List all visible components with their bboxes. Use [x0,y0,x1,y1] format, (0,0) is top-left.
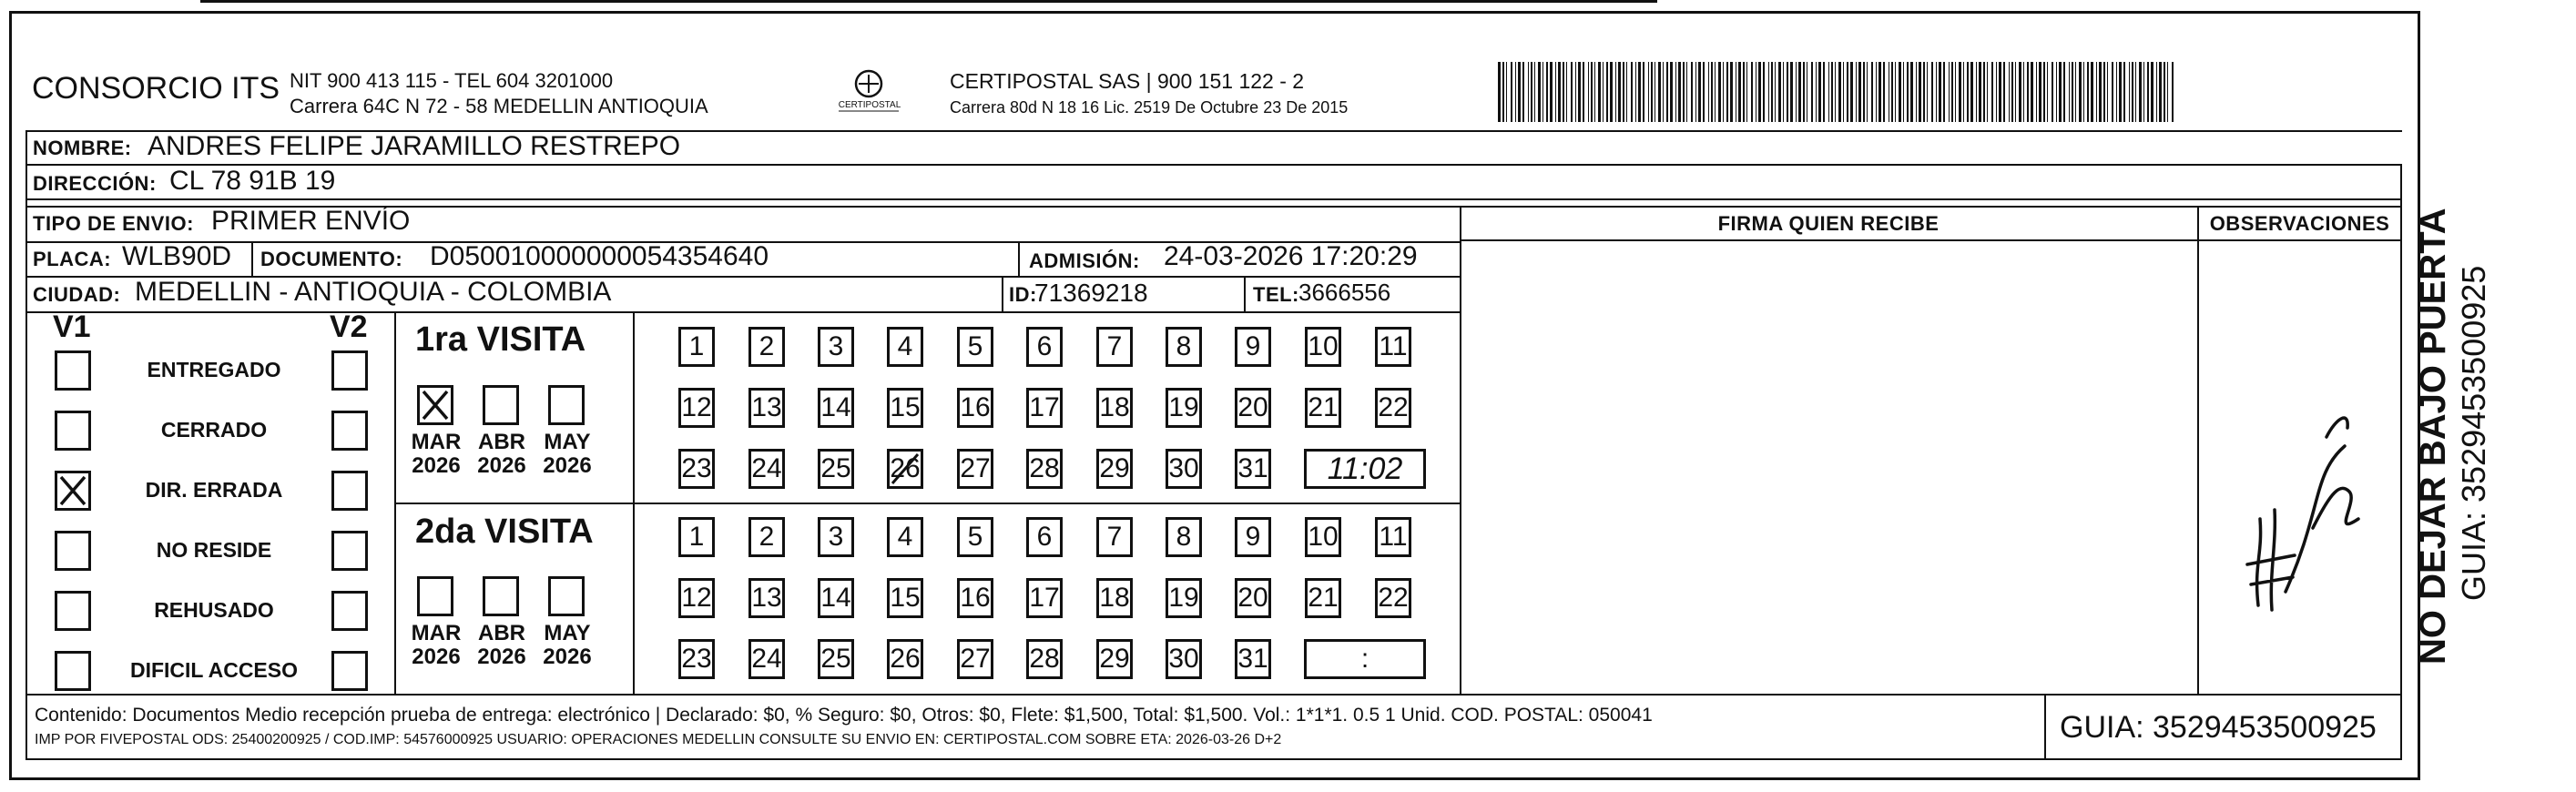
month-year: 2026 [543,453,592,478]
firma-label: FIRMA QUIEN RECIBE [1717,212,1940,235]
day-number: 21 [1308,392,1339,422]
day-box[interactable] [1026,578,1063,618]
grid-line [25,198,2402,200]
cross-mark-icon [420,388,451,422]
day-number: 14 [820,392,851,422]
day-box[interactable] [1235,449,1271,489]
day-box[interactable] [678,327,715,367]
month-year: 2026 [477,645,526,669]
day-number: 19 [1168,392,1199,422]
day-number: 3 [828,331,844,361]
day-box[interactable] [748,578,785,618]
day-number: 25 [820,453,851,483]
day-number: 15 [890,392,921,422]
day-number: 17 [1029,392,1060,422]
day-box[interactable] [1235,639,1271,679]
footer-contenido: Contenido: Documentos Medio recepción prueba de entrega: electrónico | Declarado: $0, % Seguro: $0, Otros: $0, Flete: $1,500, Total: $1,500. Vol.: 1*1*1. 0.5 1 Unid. COD. POSTAL: 050041 [35,705,1653,726]
day-box[interactable] [1166,388,1202,428]
id-value: 71369218 [1034,279,1148,307]
day-number: 7 [1106,331,1123,361]
day-box[interactable] [818,517,854,557]
no-dejar-bajo-puerta: NO DEJAR BAJO PUERTA [2413,208,2453,665]
day-number: 23 [681,453,712,483]
month-label [404,431,468,478]
month-checkbox[interactable] [417,576,453,616]
day-number: 22 [1378,583,1409,613]
day-box[interactable] [1166,639,1202,679]
day-number: 11 [1379,522,1408,552]
day-box[interactable] [1026,327,1063,367]
month-name: ABR [478,621,525,645]
day-box[interactable] [748,449,785,489]
day-number: 17 [1029,583,1060,613]
day-box[interactable] [678,388,715,428]
day-box[interactable] [1166,517,1202,557]
day-number: 1 [688,331,705,361]
grid-line [251,241,253,276]
observaciones-label: OBSERVACIONES [2209,212,2390,235]
month-label [535,622,599,669]
day-number: 21 [1308,583,1339,613]
day-box[interactable] [678,517,715,557]
month-label [404,622,468,669]
day-box[interactable] [957,449,993,489]
placa-value: WLB90D [122,241,232,271]
company-name: CONSORCIO ITS [32,71,280,106]
month-year: 2026 [543,645,592,669]
tipo-envio-value: PRIMER ENVÍO [211,206,411,236]
v2-checkbox[interactable] [331,651,368,691]
day-number: 14 [820,583,851,613]
day-box[interactable] [818,327,854,367]
day-number: 23 [681,644,712,674]
day-box[interactable] [1026,639,1063,679]
day-box[interactable] [1235,578,1271,618]
day-box[interactable] [748,517,785,557]
tel-label: TEL: [1253,283,1299,306]
reason-label: NO RESIDE [156,538,272,562]
day-number: 15 [890,583,921,613]
day-number: 28 [1029,644,1060,674]
day-box[interactable] [1096,388,1133,428]
day-number: 16 [960,392,991,422]
v2-checkbox[interactable] [331,471,368,511]
ciudad-label: CIUDAD: [33,283,121,306]
day-number: 13 [751,583,782,613]
v2-checkbox[interactable] [331,411,368,451]
day-number: 24 [751,644,782,674]
day-number: 12 [681,583,712,613]
visit2-time-box[interactable]: : [1304,639,1426,679]
day-box[interactable] [887,449,923,489]
day-number: 10 [1308,331,1339,361]
day-box[interactable] [1026,388,1063,428]
grid-line [1460,206,1461,694]
day-box[interactable] [1026,517,1063,557]
observation-signature [2222,382,2386,628]
day-box[interactable] [818,639,854,679]
admision-value: 24-03-2026 17:20:29 [1164,241,1418,271]
barcode-image [1498,62,2181,122]
cross-mark-icon [57,473,88,508]
tel-value: 3666556 [1298,279,1391,306]
reason-label: DIR. ERRADA [145,478,283,502]
cross-mark-icon [890,452,921,486]
day-number: 30 [1168,453,1199,483]
day-number: 26 [890,453,921,483]
day-box[interactable] [1096,327,1133,367]
day-box[interactable] [1375,327,1411,367]
day-number: 29 [1099,453,1130,483]
company-line-2: Carrera 64C N 72 - 58 MEDELLIN ANTIOQUIA [290,95,708,117]
grid-line [2400,164,2402,758]
logo-text: CERTIPOSTAL [838,100,901,110]
month-checkbox[interactable] [548,385,585,425]
v1-checkbox[interactable] [55,350,91,391]
visit2-title: 2da VISITA [415,513,594,551]
day-box[interactable] [1026,449,1063,489]
day-box[interactable] [887,388,923,428]
admision-label: ADMISIÓN: [1029,249,1140,272]
day-number: 20 [1237,583,1268,613]
day-box[interactable] [1235,388,1271,428]
direccion-value: CL 78 91B 19 [169,166,336,196]
day-number: 2 [759,522,775,552]
grid-line [25,130,27,758]
month-checkbox[interactable] [548,576,585,616]
day-box[interactable] [957,388,993,428]
grid-line [394,503,1460,504]
day-number: 20 [1237,392,1268,422]
day-box[interactable] [1375,578,1411,618]
day-box[interactable] [818,388,854,428]
v1-header: V1 [53,310,91,344]
day-number: 8 [1176,331,1192,361]
top-rule [200,0,1657,3]
day-box[interactable] [887,327,923,367]
v1-checkbox[interactable] [55,411,91,451]
v1-checkbox[interactable] [55,531,91,571]
day-box[interactable] [1305,517,1341,557]
day-box[interactable] [957,517,993,557]
day-box[interactable] [678,449,715,489]
guide-frame [9,11,2420,780]
day-box[interactable] [678,639,715,679]
barcode [1498,62,2181,122]
grid-line [1002,276,1003,311]
day-number: 6 [1036,331,1053,361]
month-checkbox[interactable] [483,385,519,425]
day-number: 8 [1176,522,1192,552]
day-box[interactable] [1096,449,1133,489]
handwritten-signature [2222,382,2386,628]
day-number: 7 [1106,522,1123,552]
day-number: 22 [1378,392,1409,422]
nombre-label: NOMBRE: [33,137,132,159]
day-number: 31 [1237,453,1268,483]
day-box[interactable] [1375,388,1411,428]
day-number: 5 [967,522,983,552]
reason-label: CERRADO [160,418,268,442]
day-number: 30 [1168,644,1199,674]
visit1-title: 1ra VISITA [415,320,586,359]
day-box[interactable] [1166,449,1202,489]
day-number: 18 [1099,392,1130,422]
day-number: 6 [1036,522,1053,552]
certipostal-logo-icon [833,67,904,124]
nombre-value: ANDRES FELIPE JARAMILLO RESTREPO [148,131,681,161]
day-number: 31 [1237,644,1268,674]
month-label [535,431,599,478]
day-number: 12 [681,392,712,422]
id-label: ID: [1009,283,1037,306]
v1-checkbox[interactable] [55,591,91,631]
guia-vertical: GUIA: 3529453500925 [2455,265,2492,601]
day-box[interactable] [748,388,785,428]
day-box[interactable] [748,327,785,367]
day-number: 4 [897,522,913,552]
reason-label: REHUSADO [154,598,274,622]
grid-line [1460,239,2402,241]
day-number: 5 [967,331,983,361]
day-box[interactable] [1096,639,1133,679]
grid-line [1018,241,1020,276]
month-label [470,622,534,669]
day-box[interactable] [1375,517,1411,557]
day-number: 27 [960,453,991,483]
company-line-1: NIT 900 413 115 - TEL 604 3201000 [290,69,614,92]
day-box[interactable] [957,327,993,367]
grid-line [1244,276,1246,311]
day-number: 27 [960,644,991,674]
month-checkbox[interactable] [417,385,453,425]
v2-header: V2 [330,310,368,344]
month-year: 2026 [412,645,461,669]
day-number: 25 [820,644,851,674]
footer-guia: GUIA: 3529453500925 [2060,710,2377,745]
day-number: 1 [688,522,705,552]
day-box[interactable] [1305,388,1341,428]
day-number: 26 [890,644,921,674]
grid-line [25,164,2402,166]
day-number: 4 [897,331,913,361]
day-number: 9 [1245,522,1261,552]
placa-label: PLACA: [33,248,112,270]
day-box[interactable] [748,639,785,679]
day-box[interactable] [1166,578,1202,618]
v1-checkbox[interactable] [55,651,91,691]
grid-line [2197,206,2199,694]
footer-imp: IMP POR FIVEPOSTAL ODS: 25400200925 / COD.IMP: 54576000925 USUARIO: OPERACIONES MEDELLIN CONSULTE SU ENVIO EN: CERTIPOSTAL.COM SOBRE ETA: 2026-03-26 D+2 [35,732,1282,747]
day-number: 9 [1245,331,1261,361]
day-box[interactable] [1096,517,1133,557]
day-box[interactable] [957,578,993,618]
day-number: 18 [1099,583,1130,613]
day-number: 2 [759,331,775,361]
day-box[interactable] [1235,517,1271,557]
v1-checkbox[interactable] [55,471,91,511]
carrier-line-2: Carrera 80d N 18 16 Lic. 2519 De Octubre 23 De 2015 [950,98,1349,117]
carrier-line-1: CERTIPOSTAL SAS | 900 151 122 - 2 [950,69,1305,93]
v2-checkbox[interactable] [331,350,368,391]
day-number: 11 [1379,331,1408,361]
day-number: 24 [751,453,782,483]
day-box[interactable] [887,517,923,557]
month-name: MAY [544,430,591,454]
grid-line [25,758,2402,760]
month-name: MAR [411,621,462,645]
month-label [470,431,534,478]
day-box[interactable] [1166,327,1202,367]
day-number: 28 [1029,453,1060,483]
grid-line [25,311,1460,313]
reason-label: DIFICIL ACCESO [129,658,298,682]
day-number: 19 [1168,583,1199,613]
day-box[interactable] [1305,327,1341,367]
day-box[interactable] [678,578,715,618]
month-name: MAR [411,430,462,454]
documento-label: DOCUMENTO: [260,248,403,270]
month-checkbox[interactable] [483,576,519,616]
reason-label: ENTREGADO [147,358,281,381]
v2-checkbox[interactable] [331,531,368,571]
ciudad-value: MEDELLIN - ANTIOQUIA - COLOMBIA [135,277,612,307]
day-number: 29 [1099,644,1130,674]
v2-checkbox[interactable] [331,591,368,631]
month-year: 2026 [477,453,526,478]
day-box[interactable] [818,449,854,489]
day-box[interactable] [957,639,993,679]
documento-value: D050010000000054354640 [430,241,769,271]
day-number: 16 [960,583,991,613]
month-name: ABR [478,430,525,454]
day-box[interactable] [1305,578,1341,618]
day-box[interactable] [887,639,923,679]
day-number: 13 [751,392,782,422]
grid-line [2044,694,2046,758]
month-year: 2026 [412,453,461,478]
month-name: MAY [544,621,591,645]
day-number: 3 [828,522,844,552]
day-number: 10 [1308,522,1339,552]
day-box[interactable] [887,578,923,618]
direccion-label: DIRECCIÓN: [33,172,157,195]
visit1-time-box[interactable]: 11:02 [1304,449,1426,489]
day-box[interactable] [1096,578,1133,618]
day-box[interactable] [818,578,854,618]
certipostal-logo [833,67,904,124]
day-box[interactable] [1235,327,1271,367]
tipo-envio-label: TIPO DE ENVIO: [33,212,194,235]
